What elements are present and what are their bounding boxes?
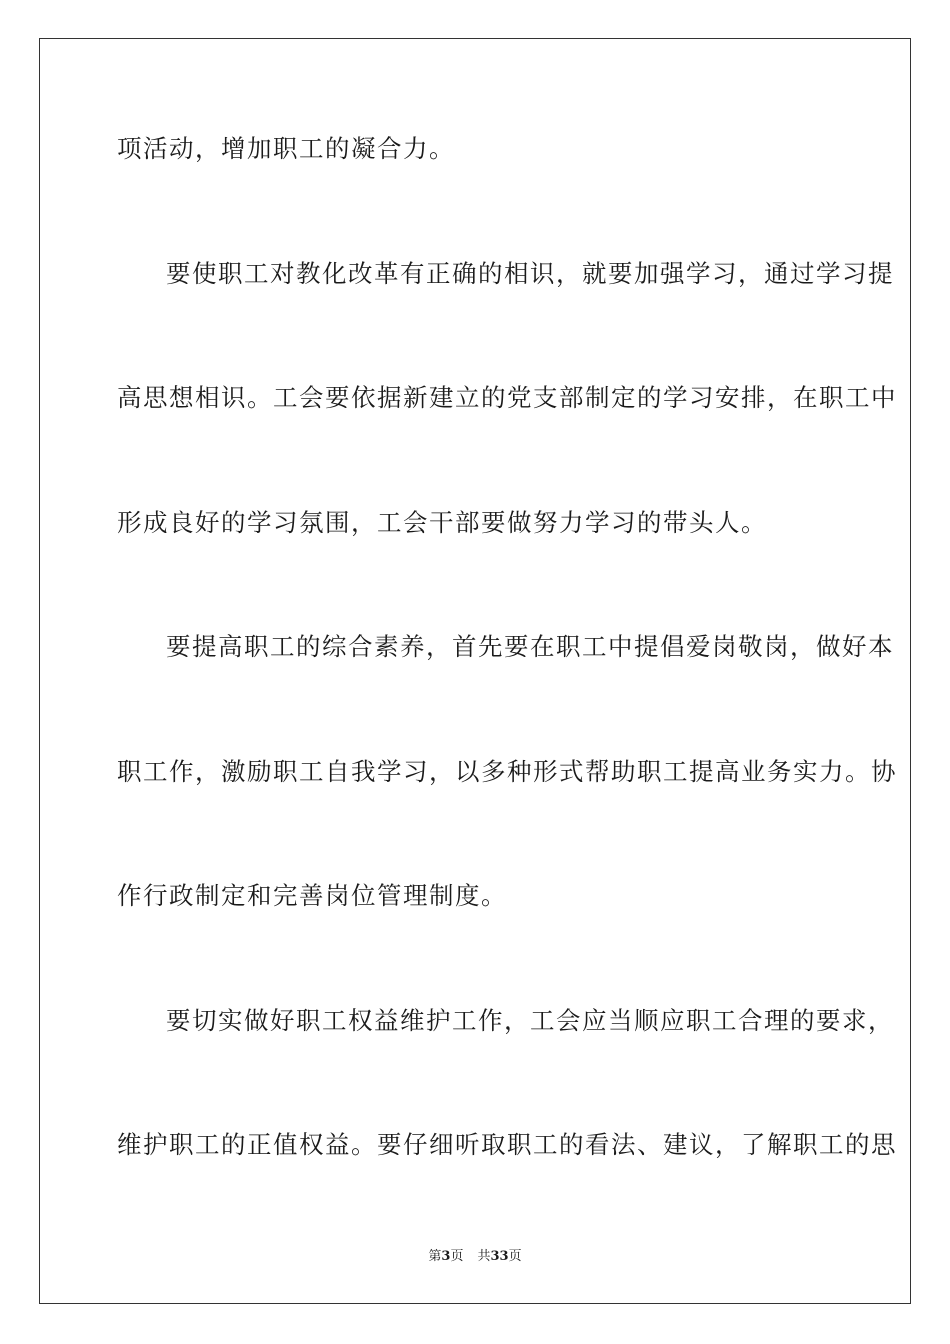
total-suffix: 页	[508, 1249, 522, 1264]
text-line: 高思想相识。工会要依据新建立的党支部制定的学习安排，在职工中	[117, 383, 897, 412]
text-line: 作行政制定和完善岗位管理制度。	[117, 881, 507, 910]
text-line: 项活动，增加职工的凝合力。	[117, 134, 455, 163]
paragraph-first-line: 要提高职工的综合素养，首先要在职工中提倡爱岗敬岗，做好本	[166, 632, 894, 661]
total-pages: 33	[490, 1249, 509, 1264]
total-prefix: 共	[477, 1249, 491, 1264]
page-number: 3	[441, 1249, 451, 1264]
page-suffix: 页	[450, 1249, 464, 1264]
page-prefix: 第	[428, 1249, 442, 1264]
text-line: 职工作，激励职工自我学习，以多种形式帮助职工提高业务实力。协	[117, 757, 897, 786]
page-footer	[0, 1248, 950, 1266]
text-line: 形成良好的学习氛围，工会干部要做努力学习的带头人。	[117, 508, 767, 537]
paragraph-first-line: 要切实做好职工权益维护工作，工会应当顺应职工合理的要求，	[166, 1006, 894, 1035]
page-border	[39, 38, 911, 1304]
paragraph-first-line: 要使职工对教化改革有正确的相识，就要加强学习，通过学习提	[166, 259, 894, 288]
text-line: 维护职工的正值权益。要仔细听取职工的看法、建议，了解职工的思	[117, 1130, 897, 1159]
